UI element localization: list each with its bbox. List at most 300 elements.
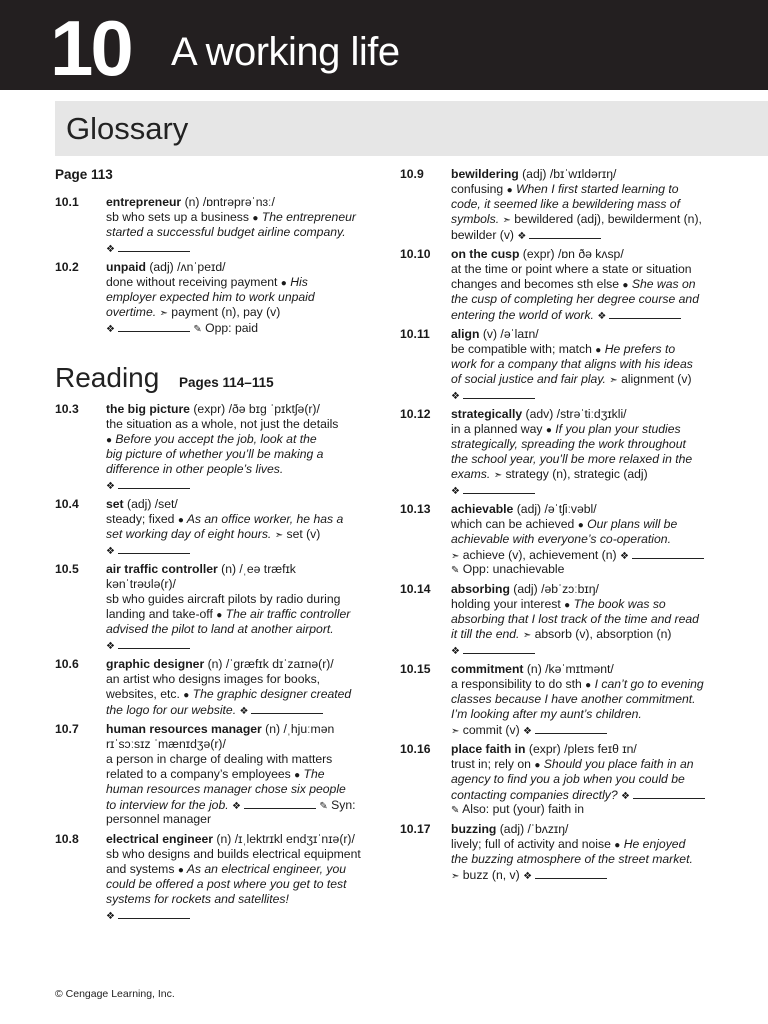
- entry-line: [106, 722, 356, 737]
- example-sentence: As an office worker, he has a: [183, 512, 344, 526]
- entry-number: 10.13: [400, 502, 431, 516]
- entry-text: done without receiving payment: [106, 275, 281, 289]
- example-sentence: His: [286, 275, 308, 289]
- entry-text: Opp: paid: [201, 321, 258, 335]
- entry-text: achieve (v), achievement (n): [459, 548, 620, 562]
- entry-body: [451, 327, 693, 402]
- entry-body: [451, 662, 704, 737]
- entry-text: sb who guides aircraft pilots by radio during: [106, 592, 341, 606]
- example-sentence: to interview for the job.: [106, 798, 229, 812]
- diamond-icon: ❖: [239, 706, 249, 717]
- entry-line: [451, 387, 693, 402]
- write-in-blank: [118, 320, 190, 332]
- example-sentence: agency to find you a job when you could be: [451, 772, 685, 786]
- example-sentence: Before you accept the job, look at the: [112, 432, 317, 446]
- section-heading-reading: Reading: [55, 362, 160, 393]
- entry-body: [106, 722, 356, 827]
- entry-line: [451, 662, 704, 677]
- entry-text: and systems: [106, 862, 178, 876]
- headword: buzzing: [451, 822, 497, 836]
- example-sentence: systems for rockets and satellites!: [106, 892, 289, 906]
- write-in-blank: [463, 387, 535, 399]
- diamond-icon: ❖: [619, 551, 629, 562]
- entry-text: (n) /ɒntrəprəˈnɜː/: [181, 195, 275, 209]
- entry-text: changes and becomes sth else: [451, 277, 623, 291]
- entry-text: (adj) /əbˈzɔːbɪŋ/: [509, 582, 599, 596]
- entry-line: [451, 502, 704, 517]
- bullet-icon: ●: [577, 520, 584, 531]
- headword: entrepreneur: [106, 195, 182, 209]
- entry-text: websites, etc.: [106, 687, 184, 701]
- entry-line: [106, 290, 315, 305]
- entry-text: absorb (v), absorption (n): [531, 627, 672, 641]
- entry-text: be compatible with; match: [451, 342, 596, 356]
- entry-line: [106, 477, 338, 492]
- entry-text: (expr) /ðə bɪɡ ˈpɪktʃə(r)/: [189, 402, 320, 416]
- entry-body: [106, 497, 343, 557]
- entry-line: [451, 227, 702, 242]
- bullet-icon: ●: [177, 865, 184, 876]
- entry-body: [106, 195, 356, 255]
- bullet-icon: ●: [294, 770, 301, 781]
- entry-number: 10.8: [55, 832, 79, 846]
- entry-text: sb who designs and builds electrical equipment: [106, 847, 361, 861]
- entry-line: [451, 582, 699, 597]
- entry-line: [451, 357, 693, 372]
- write-in-blank: [535, 867, 607, 879]
- entry-line: [106, 577, 350, 592]
- entry-body: [106, 657, 351, 717]
- entry-line: [451, 517, 704, 532]
- example-sentence: The: [300, 767, 325, 781]
- entry-line: [451, 342, 693, 357]
- entry-number: 10.1: [55, 195, 79, 209]
- write-in-blank: [463, 482, 535, 494]
- entry-body: [106, 402, 338, 492]
- pencil-icon: ✎: [451, 565, 460, 576]
- entry-line: [106, 592, 350, 607]
- example-sentence: If you plan your studies: [551, 422, 681, 436]
- example-sentence: The book was so: [570, 597, 666, 611]
- example-sentence: started a successful budget airline company.: [106, 225, 346, 239]
- entry-text: an artist who designs images for books,: [106, 672, 321, 686]
- entry-line: [106, 657, 351, 672]
- entry-line: [106, 782, 356, 797]
- entry-text: Syn:: [327, 798, 356, 812]
- entry-line: [106, 622, 350, 637]
- example-sentence: it till the end.: [451, 627, 520, 641]
- entry-line: [451, 307, 699, 322]
- entry-body: [451, 407, 692, 497]
- headword: align: [451, 327, 480, 341]
- write-in-blank: [609, 307, 681, 319]
- entry-text: which can be achieved: [451, 517, 578, 531]
- write-in-blank: [535, 722, 607, 734]
- bullet-icon: ●: [106, 435, 113, 446]
- write-in-blank: [118, 637, 190, 649]
- example-sentence: classes because I have another commitment.: [451, 692, 696, 706]
- entry-number: 10.14: [400, 582, 431, 596]
- entry-line: [451, 467, 692, 482]
- write-in-blank: [118, 240, 190, 252]
- entry-number: 10.9: [400, 167, 424, 181]
- unit-title: A working life: [171, 30, 400, 74]
- entry-text: the situation as a whole, not just the details: [106, 417, 339, 431]
- bullet-icon: ●: [614, 840, 621, 851]
- entry-line: [106, 320, 315, 335]
- diamond-icon: ❖: [106, 481, 115, 492]
- diamond-icon: ❖: [106, 641, 115, 652]
- entry-line: [106, 562, 350, 577]
- entry-text: (adj) /bɪˈwɪldərɪŋ/: [518, 167, 617, 181]
- entry-text: bewildered (adj), bewilderment (n),: [510, 212, 702, 226]
- entry-number: 10.11: [400, 327, 430, 341]
- entry-number: 10.10: [400, 247, 431, 261]
- example-sentence: When I first started learning to: [512, 182, 679, 196]
- diamond-icon: ❖: [523, 726, 532, 737]
- entry-line: [451, 262, 699, 277]
- example-sentence: achievable with everyone’s co-operation.: [451, 532, 671, 546]
- write-in-blank: [118, 477, 190, 489]
- write-in-blank: [118, 907, 190, 919]
- entry-body: [451, 247, 699, 322]
- example-sentence: exams.: [451, 467, 491, 481]
- entry-text: (adj) /ʌnˈpeɪd/: [145, 260, 226, 274]
- entry-text: (n) /ˈɡræfɪk dɪˈzaɪnə(r)/: [204, 657, 334, 671]
- example-sentence: Our plans will be: [583, 517, 678, 531]
- entry-text: kənˈtrəʊlə(r)/: [106, 577, 176, 591]
- diamond-icon: ❖: [451, 486, 460, 497]
- example-sentence: the cusp of completing her degree course and: [451, 292, 699, 306]
- entry-line: [451, 197, 702, 212]
- entry-text: payment (n), pay (v): [167, 305, 281, 319]
- example-sentence: advised the pilot to land at another airport.: [106, 622, 334, 636]
- entry-number: 10.16: [400, 742, 431, 756]
- write-in-blank: [632, 547, 704, 559]
- entry-line: [451, 612, 699, 627]
- headword: absorbing: [451, 582, 510, 596]
- example-sentence: I can’t go to evening: [591, 677, 704, 691]
- entry-text: commit (v): [459, 723, 524, 737]
- entry-line: [451, 597, 699, 612]
- entry-text: Also: put (your) faith in: [459, 802, 585, 816]
- example-sentence: He enjoyed: [620, 837, 686, 851]
- entry-text: (adj) /əˈtʃiːvəbl/: [513, 502, 597, 516]
- entry-line: [451, 837, 693, 852]
- arrow-icon: ➣: [609, 375, 618, 386]
- diamond-icon: ❖: [523, 871, 533, 882]
- headword: set: [106, 497, 124, 511]
- entry-text: (adj) /set/: [123, 497, 178, 511]
- example-sentence: contacting companies directly?: [451, 788, 618, 802]
- headword: on the cusp: [451, 247, 520, 261]
- entry-text: (n) /kəˈmɪtmənt/: [523, 662, 614, 676]
- example-sentence: work for a company that aligns with his ideas: [451, 357, 693, 371]
- entry-text: (adj) /ˈbʌzɪŋ/: [496, 822, 569, 836]
- example-sentence: could be offered a post where you get to test: [106, 877, 347, 891]
- entry-text: personnel manager: [106, 812, 212, 826]
- entry-text: (n) /ɪˌlektrɪkl endʒɪˈnɪə(r)/: [213, 832, 355, 846]
- entry-line: [106, 847, 361, 862]
- entry-line: [106, 907, 361, 922]
- entry-text: a person in charge of dealing with matters: [106, 752, 333, 766]
- entry-text: (n) /ˌhjuːmən: [261, 722, 335, 736]
- entry-line: [451, 692, 704, 707]
- entry-line: [106, 672, 351, 687]
- headword: place faith in: [451, 742, 526, 756]
- write-in-blank: [463, 642, 535, 654]
- diamond-icon: ❖: [621, 791, 631, 802]
- example-sentence: entering the world of work.: [451, 308, 594, 322]
- entry-body: [451, 822, 693, 882]
- example-sentence: set working day of eight hours.: [106, 527, 272, 541]
- entry-body: [451, 742, 705, 817]
- entry-line: [106, 210, 356, 225]
- bullet-icon: ●: [183, 690, 190, 701]
- bullet-icon: ●: [177, 515, 184, 526]
- entry-number: 10.2: [55, 260, 79, 274]
- entry-line: [106, 512, 343, 527]
- entry-text: steady; fixed: [106, 512, 178, 526]
- entry-line: [451, 277, 699, 292]
- entry-text: buzz (n, v): [459, 868, 524, 882]
- entry-line: [451, 822, 693, 837]
- glossary-title: Glossary: [66, 111, 189, 146]
- example-sentence: Should you place faith in an: [540, 757, 694, 771]
- entry-line: [106, 687, 351, 702]
- entry-text: (adv) /strəˈtiːdʒɪkli/: [522, 407, 627, 421]
- example-sentence: the buzzing atmosphere of the street market.: [451, 852, 693, 866]
- entry-line: [451, 757, 705, 772]
- headword: air traffic controller: [106, 562, 218, 576]
- example-sentence: The graphic designer created: [189, 687, 352, 701]
- entry-line: [451, 437, 692, 452]
- example-sentence: She was on: [628, 277, 696, 291]
- entry-text: in a planned way: [451, 422, 546, 436]
- entry-text: landing and take-off: [106, 607, 217, 621]
- entry-line: [106, 462, 338, 477]
- entry-line: [451, 787, 705, 802]
- entry-line: [451, 562, 704, 577]
- entry-line: [451, 452, 692, 467]
- entry-text: at the time or point where a state or situation: [451, 262, 692, 276]
- example-sentence: big picture of whether you’ll be making a: [106, 447, 324, 461]
- example-sentence: I’m looking after my aunt’s children.: [451, 707, 642, 721]
- bullet-icon: ●: [585, 680, 592, 691]
- write-in-blank: [251, 702, 323, 714]
- unit-number: 10: [50, 4, 131, 92]
- diamond-icon: ❖: [106, 546, 115, 557]
- entry-line: [106, 402, 338, 417]
- arrow-icon: ➣: [274, 530, 284, 541]
- bullet-icon: ●: [534, 760, 541, 771]
- entry-body: [451, 502, 704, 577]
- unit-header: [0, 0, 768, 90]
- entry-text: (n) /ˌeə træfɪk: [217, 562, 296, 576]
- entry-body: [106, 832, 361, 922]
- write-in-blank: [633, 787, 705, 799]
- entry-line: [451, 422, 692, 437]
- copyright-footer: © Cengage Learning, Inc.: [55, 988, 175, 1000]
- diamond-icon: ❖: [106, 911, 115, 922]
- headword: electrical engineer: [106, 832, 214, 846]
- bullet-icon: ●: [216, 610, 223, 621]
- arrow-icon: ➣: [502, 215, 511, 226]
- entry-line: [106, 607, 350, 622]
- headword: the big picture: [106, 402, 190, 416]
- example-sentence: overtime.: [106, 305, 157, 319]
- entry-body: [451, 582, 699, 657]
- entry-line: [451, 677, 704, 692]
- entry-line: [106, 797, 356, 812]
- headword: strategically: [451, 407, 523, 421]
- entry-line: [106, 240, 356, 255]
- entry-line: [106, 260, 315, 275]
- entry-line: [451, 802, 705, 817]
- entry-line: [451, 867, 693, 882]
- entry-line: [451, 722, 704, 737]
- entry-line: [451, 547, 704, 562]
- entry-line: [451, 532, 704, 547]
- entry-line: [451, 742, 705, 757]
- write-in-blank: [529, 227, 601, 239]
- entry-line: [106, 767, 356, 782]
- example-sentence: human resources manager chose six people: [106, 782, 346, 796]
- entry-number: 10.4: [55, 497, 79, 511]
- entry-line: [451, 247, 699, 262]
- glossary-banner: [55, 101, 768, 156]
- headword: achievable: [451, 502, 514, 516]
- bullet-icon: ●: [595, 345, 602, 356]
- entry-text: rɪˈsɔːsɪz ˈmænɪdʒə(r)/: [106, 737, 226, 751]
- entry-line: [106, 447, 338, 462]
- entry-line: [106, 702, 351, 717]
- entry-line: [451, 292, 699, 307]
- headword: human resources manager: [106, 722, 262, 736]
- entry-line: [451, 372, 693, 387]
- entry-line: [451, 407, 692, 422]
- entry-line: [106, 417, 338, 432]
- entry-line: [106, 195, 356, 210]
- entry-number: 10.12: [400, 407, 431, 421]
- example-sentence: strategically, spreading the work throughout: [451, 437, 686, 451]
- example-sentence: absorbing that I lost track of the time and read: [451, 612, 699, 626]
- entry-line: [451, 327, 693, 342]
- diamond-icon: ❖: [517, 231, 527, 242]
- arrow-icon: ➣: [522, 630, 532, 641]
- entry-line: [106, 527, 343, 542]
- entry-text: trust in; rely on: [451, 757, 535, 771]
- example-sentence: As an electrical engineer, you: [183, 862, 347, 876]
- headword: unpaid: [106, 260, 146, 274]
- entry-line: [451, 627, 699, 642]
- entry-line: [106, 432, 338, 447]
- entry-number: 10.15: [400, 662, 431, 676]
- example-sentence: He prefers to: [601, 342, 676, 356]
- entry-line: [106, 305, 315, 320]
- entry-body: [451, 167, 702, 242]
- diamond-icon: ❖: [232, 801, 241, 812]
- entry-line: [451, 852, 693, 867]
- entry-line: [451, 167, 702, 182]
- entry-text: set (v): [283, 527, 321, 541]
- entry-text: a responsibility to do sth: [451, 677, 586, 691]
- entry-body: [106, 260, 315, 335]
- diamond-icon: ❖: [451, 646, 460, 657]
- bullet-icon: ●: [280, 278, 287, 289]
- diamond-icon: ❖: [106, 324, 115, 335]
- entry-number: 10.5: [55, 562, 79, 576]
- bullet-icon: ●: [564, 600, 571, 611]
- entry-line: [106, 737, 356, 752]
- example-sentence: The entrepreneur: [258, 210, 356, 224]
- example-sentence: difference in other people’s lives.: [106, 462, 284, 476]
- entry-number: 10.17: [400, 822, 431, 836]
- entry-number: 10.6: [55, 657, 79, 671]
- arrow-icon: ➣: [451, 726, 460, 737]
- entry-text: bewilder (v): [451, 228, 518, 242]
- bullet-icon: ●: [622, 280, 629, 291]
- example-sentence: symbols.: [451, 212, 500, 226]
- example-sentence: The air traffic controller: [222, 607, 351, 621]
- pencil-icon: ✎: [451, 805, 460, 816]
- entry-body: [106, 562, 350, 652]
- diamond-icon: ❖: [106, 244, 115, 255]
- entry-line: [106, 497, 343, 512]
- diamond-icon: ❖: [451, 391, 460, 402]
- entry-line: [106, 892, 361, 907]
- arrow-icon: ➣: [451, 871, 460, 882]
- entry-line: [106, 812, 356, 827]
- headword: bewildering: [451, 167, 519, 181]
- entry-text: confusing: [451, 182, 507, 196]
- entry-text: (expr) /pleɪs feɪθ ɪn/: [525, 742, 637, 756]
- example-sentence: employer expected him to work unpaid: [106, 290, 315, 304]
- entry-line: [451, 182, 702, 197]
- entry-line: [106, 225, 356, 240]
- entry-line: [106, 542, 343, 557]
- entry-text: Opp: unachievable: [459, 562, 565, 576]
- entry-line: [106, 862, 361, 877]
- entry-text: related to a company’s employees: [106, 767, 295, 781]
- entry-line: [106, 832, 361, 847]
- entry-line: [451, 772, 705, 787]
- entry-line: [451, 707, 704, 722]
- pencil-icon: ✎: [319, 801, 328, 812]
- entry-text: lively; full of activity and noise: [451, 837, 615, 851]
- section-pages: Pages 114–115: [179, 375, 274, 390]
- headword: graphic designer: [106, 657, 205, 671]
- write-in-blank: [244, 797, 316, 809]
- entry-line: [106, 275, 315, 290]
- entry-line: [106, 752, 356, 767]
- entry-text: strategy (n), strategic (adj): [502, 467, 648, 481]
- entry-text: (v) /əˈlaɪn/: [479, 327, 539, 341]
- entry-line: [106, 637, 350, 652]
- example-sentence: the school year, you’ll be more relaxed in the: [451, 452, 693, 466]
- example-sentence: code, it seemed like a bewildering mass of: [451, 197, 680, 211]
- example-sentence: the logo for our website.: [106, 703, 237, 717]
- entry-text: alignment (v): [617, 372, 692, 386]
- arrow-icon: ➣: [159, 308, 168, 319]
- diamond-icon: ❖: [597, 311, 607, 322]
- pencil-icon: ✎: [193, 324, 202, 335]
- entry-line: [451, 482, 692, 497]
- entry-number: 10.3: [55, 402, 79, 416]
- arrow-icon: ➣: [493, 470, 503, 481]
- entry-text: holding your interest: [451, 597, 565, 611]
- entry-text: (expr) /ɒn ðə kʌsp/: [519, 247, 624, 261]
